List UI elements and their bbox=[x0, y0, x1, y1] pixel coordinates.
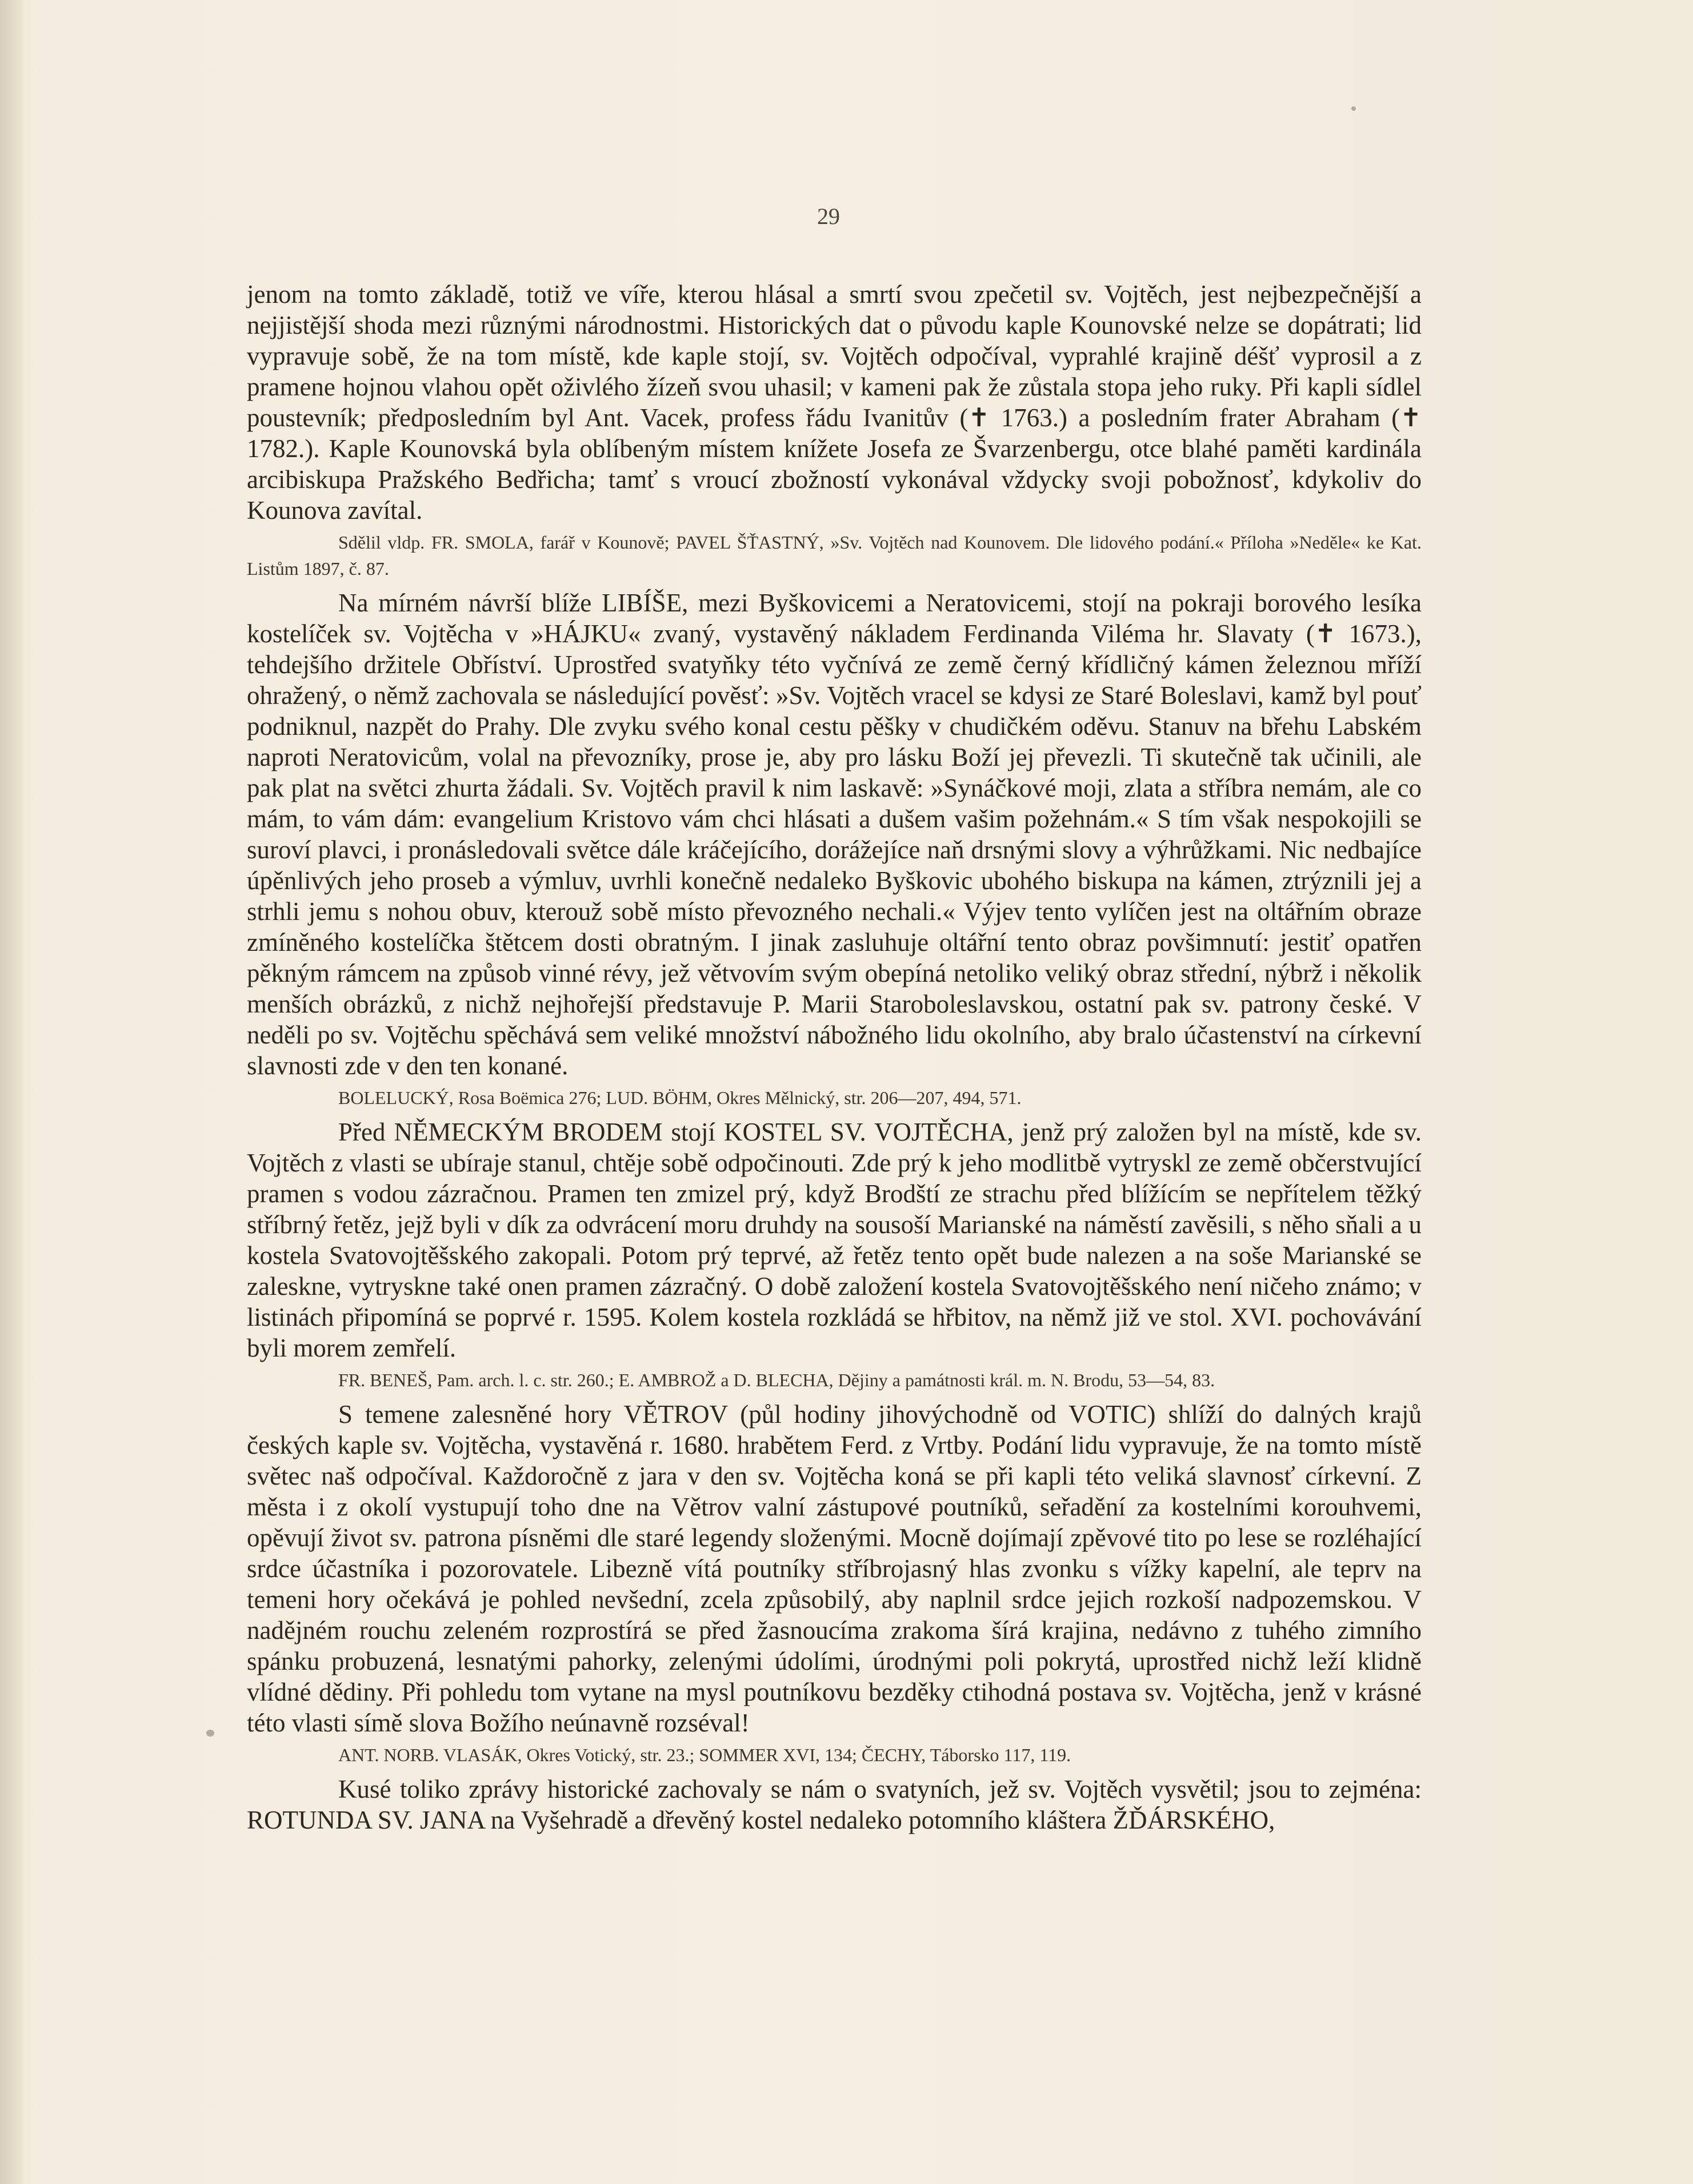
page-binding-edge bbox=[0, 0, 23, 2184]
paper-speck bbox=[206, 1730, 214, 1737]
paper-speck bbox=[1351, 106, 1356, 111]
paragraph-nemecky-brod: Před NĚMECKÝM BRODEM stojí KOSTEL SV. VOJTĚCHA, jenž prý založen byl na místě, kde sv. Vojtěch z vlasti se ubíraje stanul, chtěje sobě odpočinouti. Zde prý k jeho modlitbě vytryskl ze země občerstvující pramen s vodou zázračnou. Pramen ten zmizel prý, když Brodští ze strachu před blížícím se nepřítelem těžký stříbrný řetěz, jejž byli v dík za odvrácení moru druhdy na sousoší Marianské na náměstí zavěsili, s něho sňali a u kostela Svatovojtěšského zakopali. Potom prý teprvé, až řetěz tento opět bude nalezen a na soše Marianské se zaleskne, vytryskne také onen pramen zázračný. O době založení kostela Svatovojtěšského není ničeho známo; v listinách připomíná se poprvé r. 1595. Kolem kostela rozkládá se hřbitov, na němž již ve stol. XVI. pochovávání byli morem zemřelí. bbox=[247, 1118, 1422, 1362]
paragraph-libis-hajek: Na mírném návrší blíže LIBÍŠE, mezi Byškovicemi a Neratovicemi, stojí na pokraji borového lesíka kostelíček sv. Vojtěcha v »HÁJKU« zvaný, vystavěný nákladem Ferdinanda Viléma hr. Slavaty (✝ 1673.), tehdejšího držitele Obříství. Uprostřed svatyňky této vyčnívá ze země černý křídličný kámen železnou mříží ohražený, o němž zachovala se následující pověsť: »Sv. Vojtěch vracel se kdysi ze Staré Boleslavi, kamž byl pouť podniknul, nazpět do Prahy. Dle zvyku svého konal cestu pěšky v chudičkém oděvu. Stanuv na břehu Labském naproti Neratovicům, volal na převozníky, prose je, aby pro lásku Boží jej převezli. Ti skutečně tak učinili, ale pak plat na světci zhurta žádali. Sv. Vojtěch pravil k nim laskavě: »Synáčkové moji, zlata a stříbra nemám, ale co mám, to vám dám: evangelium Kristovo vám chci hlásati a dušem vašim požehnám.« S tím však nespokojili se suroví plavci, i pronásledovali světce dále kráčejícího, dorážejíce naň drsnými slovy a výhrůžkami. Nic nedbajíce úpěnlivých jeho proseb a výmluv, uvrhli konečně nedaleko Byškovic ubohého biskupa na kámen, ztrýznili jej a strhli jemu s nohou obuv, kterouž sobě místo převozného nechali.« Výjev tento vylíčen jest na oltářním obraze zmíněného kostelíčka štětcem dosti obratným. I jinak zasluhuje oltářní tento obraz povšimnutí: jestiť opatřen pěkným rámcem na způsob vinné révy, jež větvovím svým obepíná netoliko veliký obraz střední, nýbrž i několik menších obrázků, z nichž nejhořejší představuje P. Marii Staroboleslavskou, ostatní pak sv. patrony české. V neděli po sv. Vojtěchu spěchává sem veliké množství nábožného lidu okolního, aby bralo účastenství na církevní slavnosti zde v den ten konané. bbox=[247, 589, 1422, 1080]
page-number: 29 bbox=[817, 203, 840, 229]
page-text-column bbox=[247, 279, 1422, 1835]
source-citation: ANT. NORB. VLASÁK, Okres Votický, str. 23.; SOMMER XVI, 134; ČECHY, Táborsko 117, 119. bbox=[338, 1745, 1071, 1765]
paragraph-vetrov: S temene zalesněné hory VĚTROV (půl hodiny jihovýchodně od VOTIC) shlíží do dalných krajů českých kaple sv. Vojtěcha, vystavěná r. 1680. hrabětem Ferd. z Vrtby. Podání lidu vypravuje, že na tomto místě světec naš odpočíval. Každoročně z jara v den sv. Vojtěcha koná se při kapli této veliká slavnosť církevní. Z města i z okolí vystupují toho dne na Větrov valní zástupové poutníků, seřadění za kostelními korouhvemi, opěvují život sv. patrona písněmi dle staré legendy složenými. Mocně dojímají zpěvové tito po lese se rozléhající srdce účastníka i pozorovatele. Libezně vítá poutníky stříbrojasný hlas zvonku s vížky kapelní, ale teprv na temeni hory očekává je pohled nevšední, zcela způsobilý, aby naplnil srdce jejich rozkoší nadpozemskou. V nadějném rouchu zeleném rozprostírá se před žasnoucíma zrakoma šírá krajina, nedávno z tuhého zimního spánku probuzená, lesnatými pahorky, zelenými údolími, úrodnými poli pokrytá, uprostřed nichž leží klidně vlídné dědiny. Při pohledu tom vytane na mysl poutníkovu bezděky ctihodná postava sv. Vojtěcha, jenž v krásné této vlasti símě slova Božího neúnavně rozséval! bbox=[247, 1400, 1422, 1737]
paragraph-rotunda: Kusé toliko zprávy historické zachovaly se nám o svatyních, jež sv. Vojtěch vysvětil; jsou to zejména: ROTUNDA SV. JANA na Vyšehradě a dřevěný kostel nedaleko potomního kláštera ŽĎÁRSKÉHO, bbox=[247, 1775, 1422, 1834]
source-citation: BOLELUCKÝ, Rosa Boëmica 276; LUD. BÖHM, Okres Mělnický, str. 206—207, 494, 571. bbox=[338, 1087, 1022, 1108]
source-citation: Sdělil vldp. FR. SMOLA, farář v Kounově; PAVEL ŠŤASTNÝ, »Sv. Vojtěch nad Kounovem. Dle lidového podání.« Příloha »Neděle« ke Kat. Listům 1897, č. 87. bbox=[247, 532, 1422, 579]
paragraph-kounov-chapel: jenom na tomto základě, totiž ve víře, kterou hlásal a smrtí svou zpečetil sv. Vojtěch, jest nejbezpečnější a nejjistější shoda mezi různými národnostmi. Historických dat o původu kaple Kounovské nelze se dopátrati; lid vypravuje sobě, že na tom místě, kde kaple stojí, sv. Vojtěch odpočíval, vyprahlé krajině déšť vyprosil a z pramene hojnou vlahou opět oživlého žízeň svou uhasil; v kameni pak že zůstala stopa jeho ruky. Při kapli sídlel poustevník; předposledním byl Ant. Vacek, profess řádu Ivanitův (✝ 1763.) a posledním frater Abraham (✝ 1782.). Kaple Kounovská byla oblíbeným místem knížete Josefa ze Švarzenbergu, otce blahé paměti kardinála arcibiskupa Pražského Bedřicha; tamť s vroucí zbožností vykonával vždycky svoji pobožnosť, kdykoliv do Kounova zavítal. bbox=[247, 280, 1422, 525]
source-citation: FR. BENEŠ, Pam. arch. l. c. str. 260.; E. AMBROŽ a D. BLECHA, Dějiny a památnosti král. m. N. Brodu, 53—54, 83. bbox=[338, 1370, 1215, 1390]
